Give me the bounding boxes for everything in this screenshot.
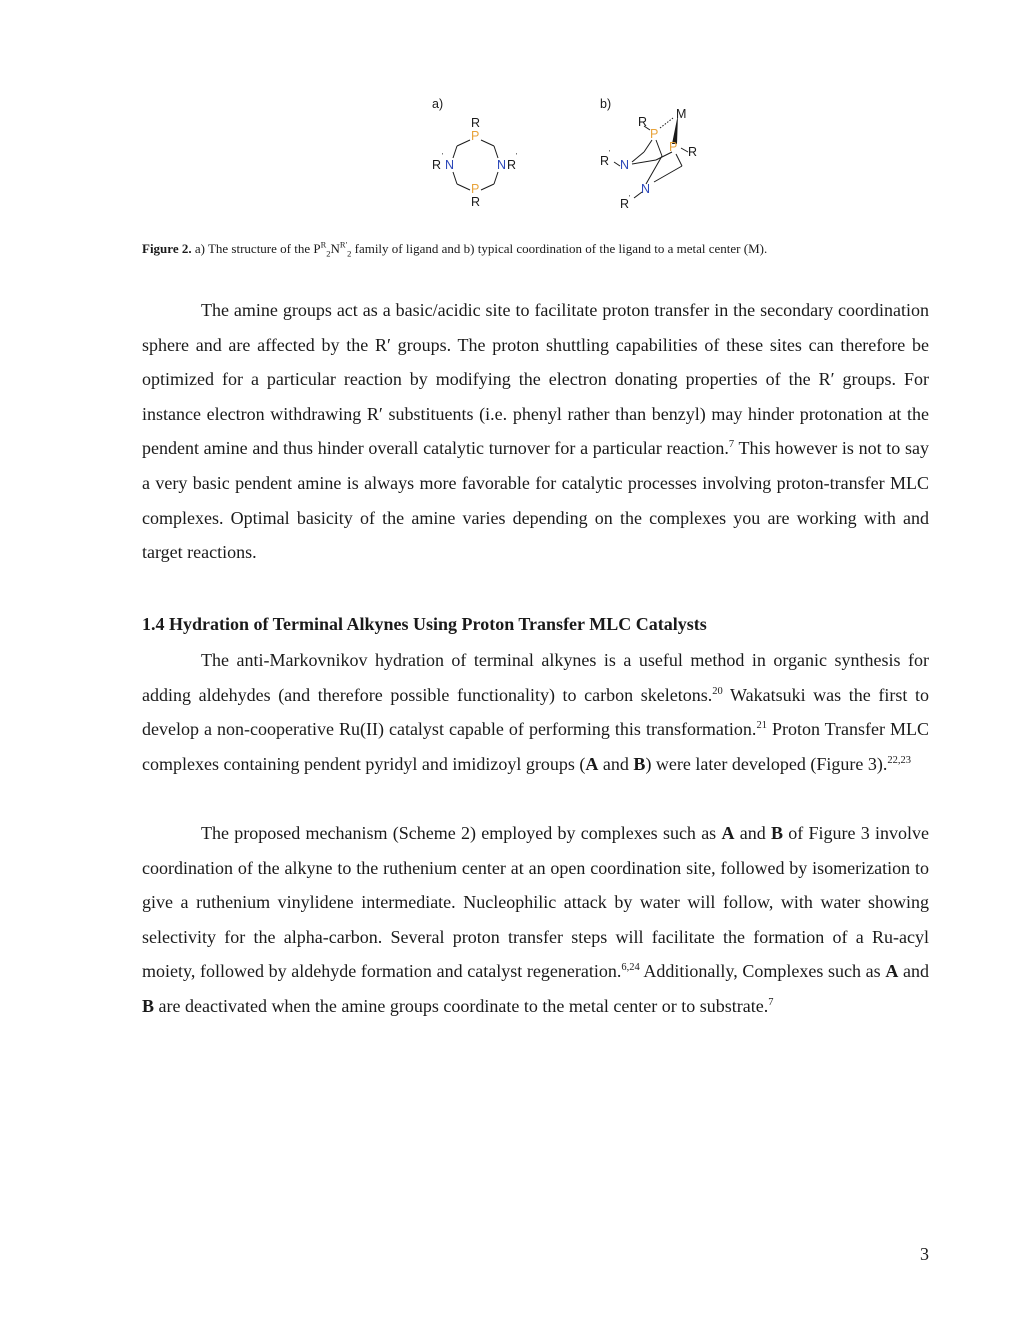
p-bottom-a: P bbox=[471, 182, 480, 196]
figure-2-structures bbox=[420, 92, 720, 216]
p1-text-2: This however is not to say a very basic pendent amine is always more favorable for catalytic processes involving proton-transfer MLC complexes. Optimal basicity of the amine varies depending on the complexes you are working with and target reactions. bbox=[142, 438, 929, 563]
p3-text-2: and bbox=[734, 823, 771, 843]
p2-ref-1: 20 bbox=[712, 685, 723, 697]
p1-text-1: The amine groups act as a basic/acidic site to facilitate proton transfer in the secondary coordination sphere and are affected by the R′ groups. The proton shuttling capabilities of these sites can therefore be optimized for a particular reaction by modifying the electron donating properties of the R′ groups. For instance electron withdrawing R′ substituents (i.e. phenyl rather than benzyl) may hinder protonation at the pendent amine and thus hinder overall catalytic turnover for a particular reaction. bbox=[142, 300, 929, 459]
caption-sub-1: 2 bbox=[326, 248, 331, 259]
section-heading: 1.4 Hydration of Terminal Alkynes Using Proton Transfer MLC Catalysts bbox=[142, 614, 707, 634]
page-number: 3 bbox=[920, 1244, 929, 1264]
p2-text-1: The anti-Markovnikov hydration of terminal alkynes is a useful method in organic synthesis for adding aldehydes (and therefore possible functionality) to carbon skeletons. bbox=[142, 650, 929, 705]
p1-ref-1: 7 bbox=[728, 439, 735, 451]
prime-bottom-b: ' bbox=[629, 195, 631, 202]
p2-text-4: and bbox=[598, 753, 634, 774]
p3-text-1: The proposed mechanism (Scheme 2) employed by complexes such as bbox=[201, 823, 722, 843]
paragraph-1 bbox=[142, 293, 929, 570]
panel-a-ring bbox=[432, 116, 517, 209]
caption-label: Figure 2. bbox=[142, 241, 192, 256]
p3-text-4: Additionally, Complexes such as bbox=[639, 961, 886, 982]
prime-left-b: ' bbox=[609, 150, 611, 157]
paragraph-mechanism bbox=[142, 816, 929, 1024]
p3-bold-a2: A bbox=[885, 961, 899, 982]
r-bottom-a: R bbox=[471, 195, 481, 209]
p-upper-b: P bbox=[650, 127, 659, 141]
caption-sub-2: 2 bbox=[347, 248, 352, 259]
p2-text-3: Proton Transfer MLC complexes containing pendent pyridyl and imidizoyl groups ( bbox=[142, 719, 930, 774]
caption-sup-2: R' bbox=[339, 239, 348, 250]
p-top-a: P bbox=[471, 129, 480, 143]
panel-a-label: a) bbox=[432, 97, 444, 111]
panel-b-label: b) bbox=[600, 97, 612, 111]
p2-ref-3: 22,23 bbox=[887, 754, 911, 766]
ligand-structure-diagram bbox=[420, 92, 720, 216]
r-bottom-b: R bbox=[620, 197, 630, 211]
p3-text-5: and bbox=[898, 961, 929, 982]
r-left-b: R bbox=[600, 154, 610, 168]
r-left-a: R bbox=[432, 158, 442, 172]
p2-bold-b: B bbox=[633, 753, 646, 774]
p3-text-3: of Figure 3 involve coordination of the alkyne to the ruthenium center at an open coordination site, followed by isomerization to give a ruthenium vinylidene intermediate. Nucleophilic attack by water will follow, with water showing selectivity for the alpha-carbon. Several proton transfer steps will facilitate the formation of a Ru-acyl moiety, followed by aldehyde formation and catalyst regeneration. bbox=[142, 823, 929, 982]
p3-ref-2: 7 bbox=[768, 996, 774, 1008]
p3-bold-b: B bbox=[770, 823, 783, 843]
caption-text-2: N bbox=[330, 241, 340, 256]
p2-text-5: ) were later developed (Figure 3). bbox=[645, 753, 888, 774]
panel-b-coordination bbox=[600, 107, 697, 211]
paragraph-amine-groups bbox=[142, 293, 929, 570]
p2-bold-a: A bbox=[585, 753, 599, 774]
paragraph-2 bbox=[142, 643, 929, 781]
r-right-a: R bbox=[507, 158, 517, 172]
paragraph-3 bbox=[142, 816, 929, 1024]
caption-sup-1: R bbox=[320, 239, 327, 250]
p3-ref-1: 6,24 bbox=[621, 962, 640, 974]
caption-text-3: family of ligand and b) typical coordination of the ligand to a metal center (M). bbox=[351, 241, 768, 256]
r-top-a: R bbox=[471, 116, 481, 130]
paragraph-hydration bbox=[142, 643, 929, 781]
r-right-b: R bbox=[688, 145, 698, 159]
n-bottom-b: N bbox=[641, 182, 651, 196]
p2-ref-2: 21 bbox=[756, 720, 767, 732]
n-left-b: N bbox=[620, 158, 630, 172]
n-right-a: N bbox=[497, 158, 507, 172]
figure-caption bbox=[142, 240, 929, 258]
p2-text-2: Wakatsuki was the first to develop a non-cooperative Ru(II) catalyst capable of performing this transformation. bbox=[142, 684, 930, 740]
caption-text-1: a) The structure of the P bbox=[191, 241, 321, 256]
p-lower-b: P bbox=[669, 140, 678, 154]
prime-left-a: ' bbox=[442, 153, 444, 160]
r-top-b: R bbox=[638, 115, 648, 129]
p3-bold-b2: B bbox=[142, 995, 155, 1016]
p3-bold-a: A bbox=[721, 823, 735, 843]
prime-right-a: ' bbox=[516, 153, 518, 160]
metal-m-b: M bbox=[676, 107, 687, 121]
n-left-a: N bbox=[445, 158, 455, 172]
p3-text-6: are deactivated when the amine groups coordinate to the metal center or to substrate. bbox=[154, 995, 769, 1016]
